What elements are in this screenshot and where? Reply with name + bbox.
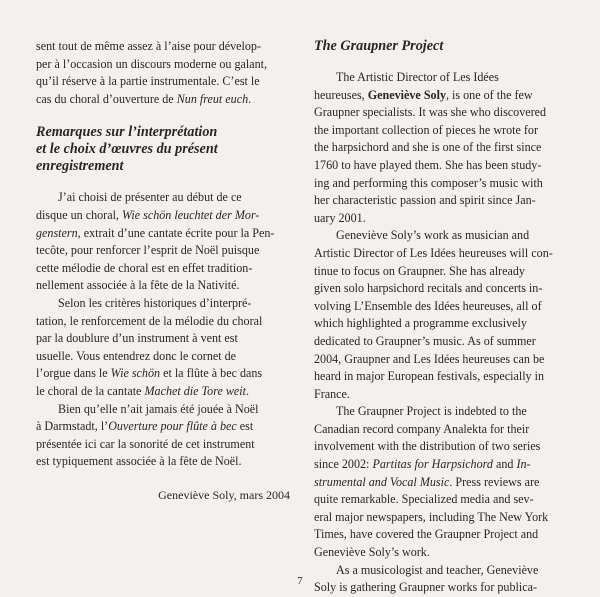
paragraph-ouverture: Bien qu’elle n’ait jamais été jouée à Noël à Darmstadt, l’Ouverture pour flûte à bec est présentée ici car la sonorité de cet instrument est typiquement associée à la fête de Noël. (36, 401, 259, 469)
paragraph-criteres: Selon les critères historiques d’interpré- tation, le renforcement de la mélodie du choral par la doublure d’un instrument à vent est usuelle. Vous entendrez donc le cornet de l’orgue dans le Wie schön et la flûte à bec dans le choral de la cantate Machet die Tore weit. (36, 295, 263, 398)
section-heading-graupner-project: The Graupner Project (314, 38, 444, 54)
section-heading-remarques: Remarques sur l’interprétation et le choix d’œuvres du présent enregistrement (36, 124, 218, 175)
paragraph-artistic-director: The Artistic Director of Les Idées heureuses, Geneviève Soly, is one of the few Graupner specialists. It was she who discovered the important collection of pieces he wrote for the harpsichord and she is one of the first since 1760 to have played them. She has been study- ing and performing this composer’s music with her characteristic passion and spirit since Jan- uary 2001. (314, 70, 547, 225)
left-column (36, 38, 290, 504)
paragraph-soly-work: Geneviève Soly’s work as musician and Artistic Director of Les Idées heureuses will con- tinue to focus on Graupner. She has already given solo harpsichord recitals and concerts in- volving L’Ensemble des Idées heureuses, all of which highlighted a programme exclusively dedicated to Graupner’s music. As of summer 2004, Graupner and Les Idées heureuses can be heard in major European festivals, especially in France. (314, 228, 553, 401)
paragraph-musicologist: As a musicologist and teacher, Geneviève Soly is gathering Graupner works for publica- (314, 562, 539, 595)
page-number: 7 (297, 575, 303, 587)
paragraph-choral: J’ai choisi de présenter au début de ce disque un choral, Wie schön leuchtet der Mor- genstern, extrait d’une cantate écrite pour la Pen- tecôte, pour renforcer l’esprit de Noël puisque cette mélodie de choral est en effet tradition- nellement associée à la fête de la Nativité. (36, 190, 275, 293)
author-signature: Geneviève Soly, mars 2004 (158, 487, 290, 502)
intro-paragraph: sent tout de même assez à l’aise pour dévelop- per à l’occasion un discours moderne ou galant, qu’il réserve à la partie instrumentale. C’est le cas du choral d’ouverture de Nun freut euch. (36, 39, 268, 106)
right-column (314, 38, 573, 597)
paragraph-analekta: The Graupner Project is indebted to the Canadian record company Analekta for their involvement with the distribution of two series since 2002: Partitas for Harpsichord and In- strumental and Vocal Music. Press reviews are quite remarkable. Specialized media and sev- eral major newspapers, including The New York Times, have covered the Graupner Project and Geneviève Soly’s work. (314, 404, 549, 560)
